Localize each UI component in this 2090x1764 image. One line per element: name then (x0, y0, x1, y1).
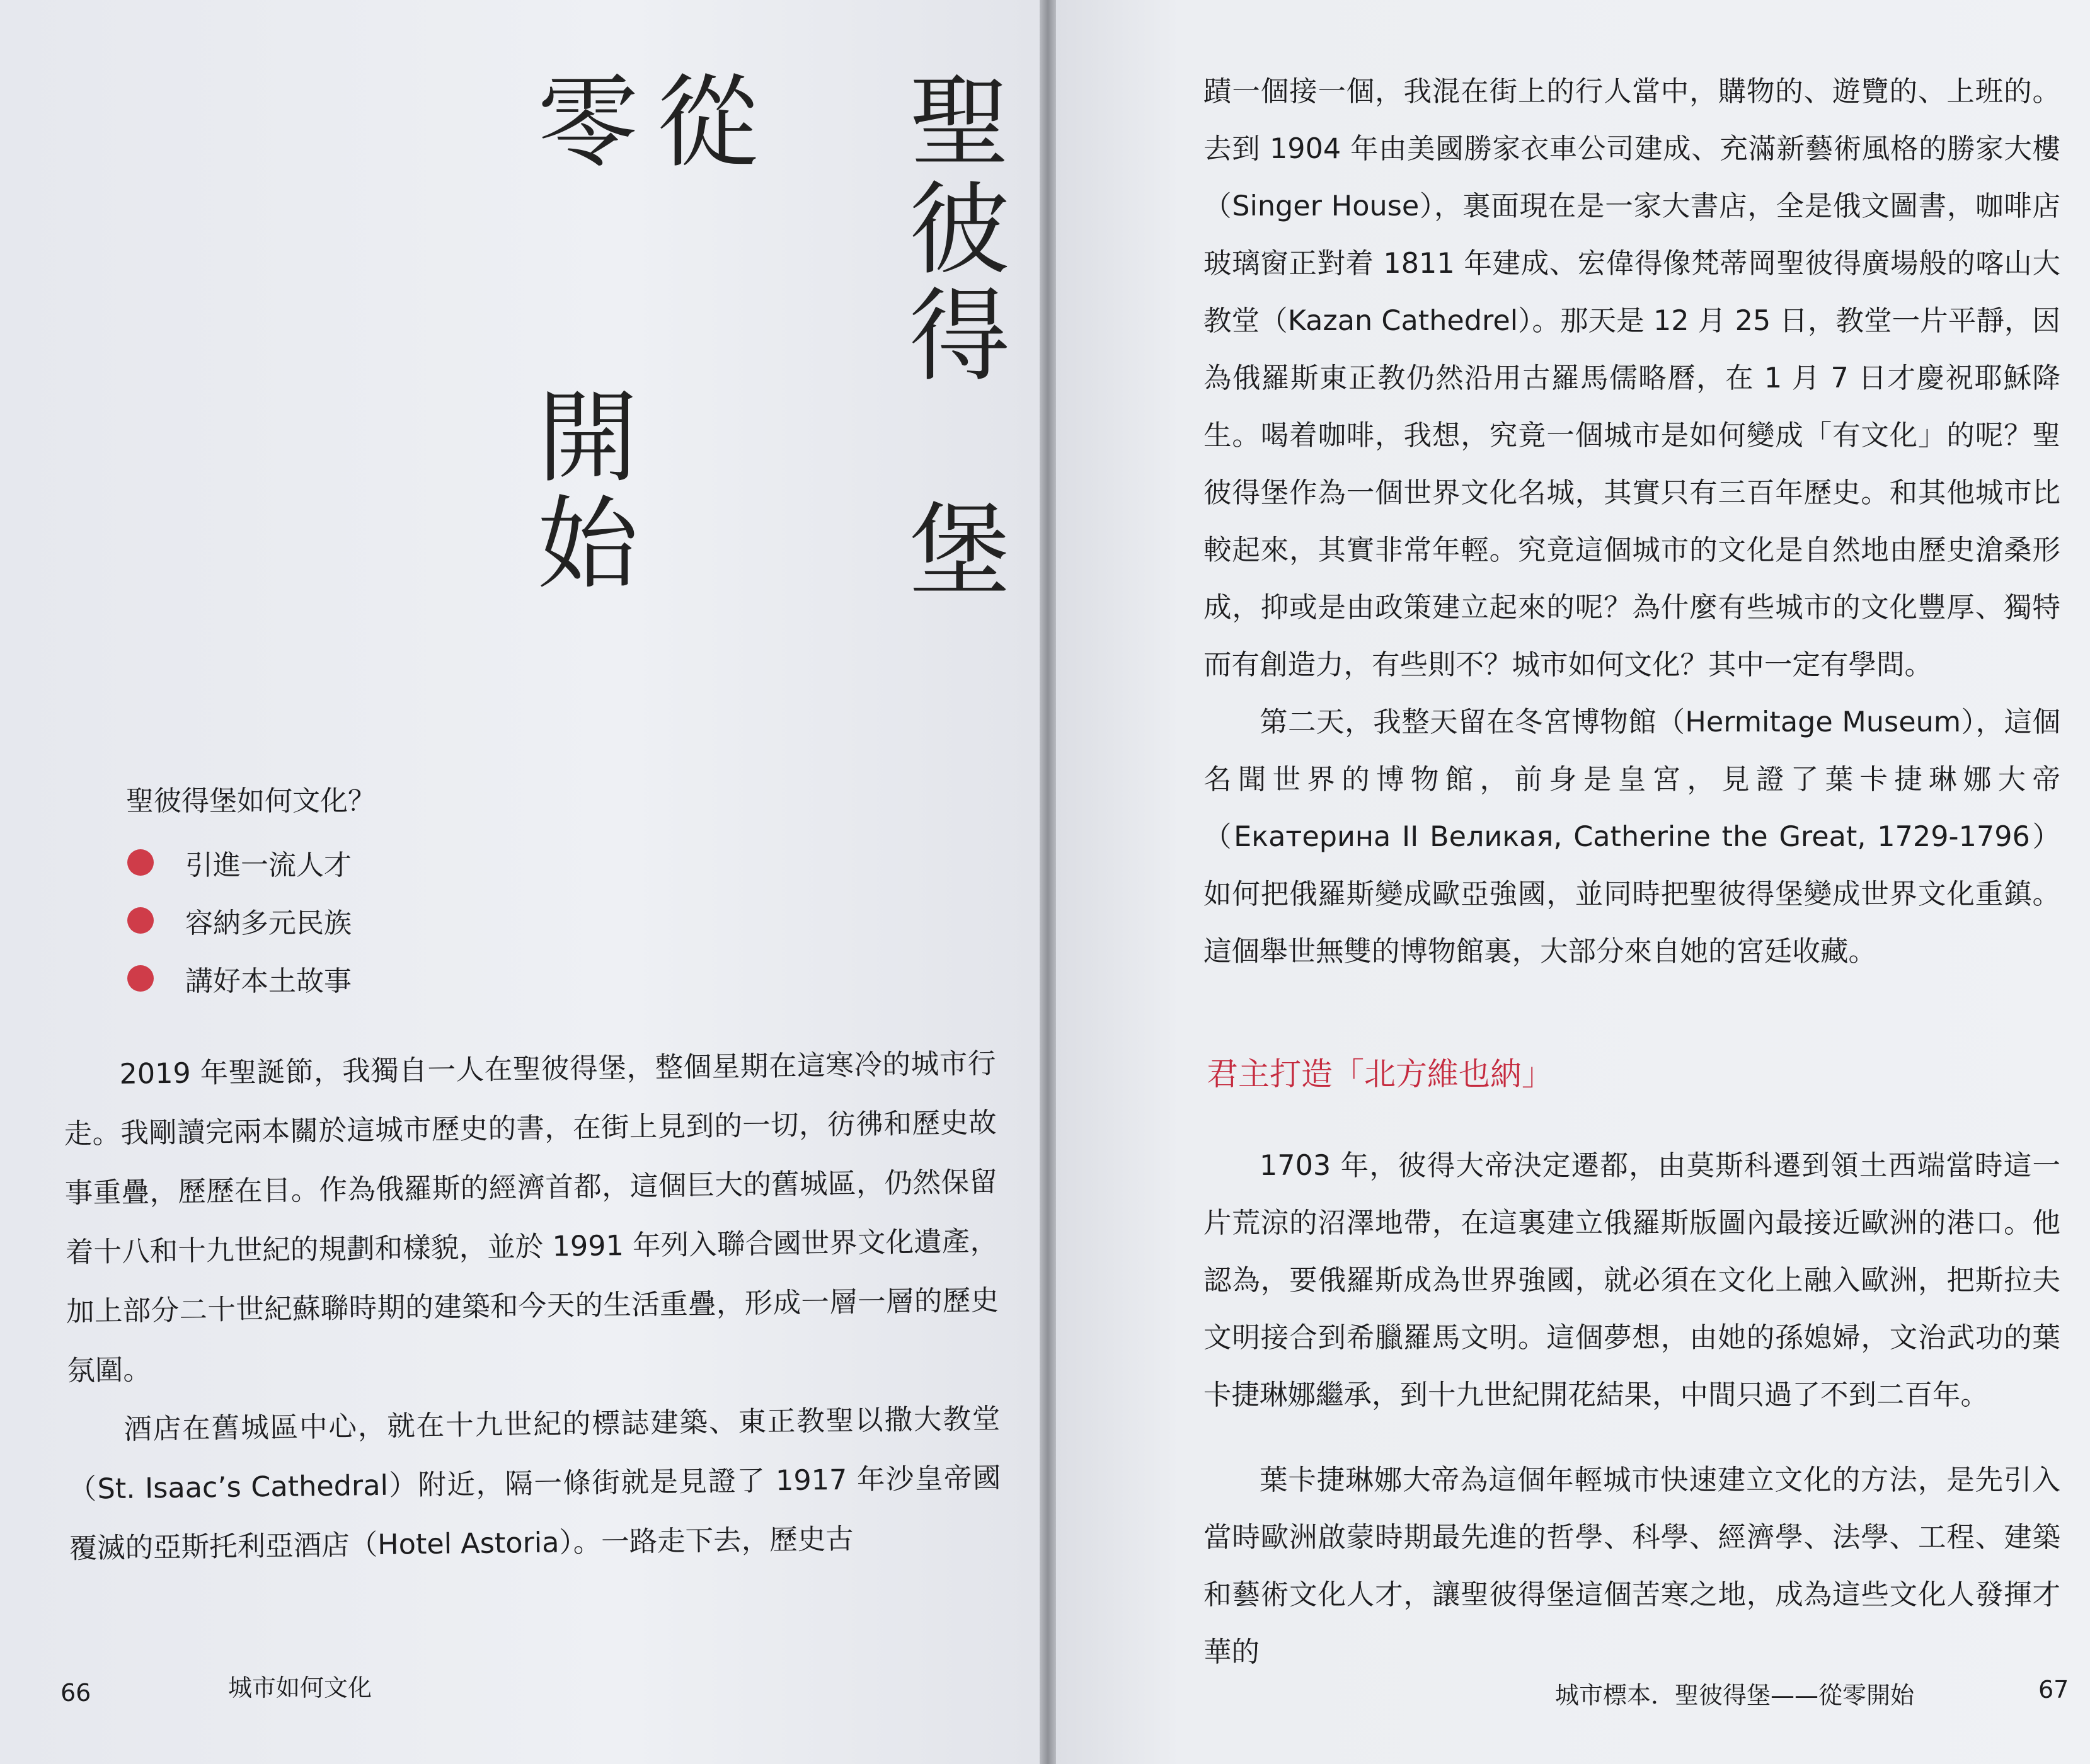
title-char: 零 (537, 64, 638, 181)
list-item (126, 833, 567, 891)
title-char: 從 (657, 64, 758, 181)
key-points-question: 聖彼得堡如何文化？ (126, 785, 376, 817)
paragraph: 葉卡捷琳娜大帝為這個年輕城市快速建立文化的方法，是先引入當時歐洲啟蒙時期最先進的哲學、科學、經濟學、法學、工程、建築和藝術文化人才，讓聖彼得堡這個苦寒之地，成為這些文化人發揮才華的 (1203, 1464, 2060, 1668)
paragraph: 酒店在舊城區中心，就在十九世紀的標誌建築、東正教聖以撒大教堂（St. Isaac’s Cathedral）附近，隔一條街就是見證了 1917 年沙皇帝國覆滅的亞斯托利亞酒店（Hotel Astoria）。一路走下去，歷史古 (68, 1402, 1001, 1565)
title-column-1 (906, 64, 1013, 609)
list-item-label: 容納多元民族 (185, 907, 352, 939)
right-body-text (1203, 63, 2060, 980)
paragraph: 第二天，我整天留在冬宮博物館（Hermitage Museum），這個名聞世界的博物館，前身是皇宮，見證了葉卡捷琳娜大帝（Екатерина II Великая, Catherine the Great, 1729-1796）如何把俄羅斯變成歐亞強國，並同時把聖彼得堡變成世界文化重鎮。這個舉世無雙的博物館裏，大部分來自她的宮廷收藏。 (1203, 706, 2060, 968)
left-body-text (63, 1034, 1002, 1579)
title-char: 始 (537, 485, 638, 604)
title-column-2 (654, 64, 761, 181)
title-char: 堡 (909, 491, 1010, 609)
title-char: 得 (909, 277, 1010, 396)
running-title-right: 城市標本．聖彼得堡——從零開始 (1555, 1681, 1915, 1709)
title-char: 聖 (909, 64, 1010, 181)
bullet-dot-icon (127, 965, 154, 992)
list-item (126, 949, 567, 1007)
paragraph: 2019 年聖誕節，我獨自一人在聖彼得堡，整個星期在這寒冷的城市行走。我剛讀完兩本關於這城市歷史的書，在街上見到的一切，彷彿和歷史故事重疊，歷歷在目。作為俄羅斯的經濟首都，這個巨大的舊城區，仍然保留着十八和十九世紀的規劃和樣貌，並於 1991 年列入聯合國世界文化遺產，加上部分二十世紀蘇聯時期的建築和今天的生活重疊，形成一層一層的歷史氛圍。 (64, 1047, 999, 1387)
list-item (126, 891, 567, 949)
left-page (0, 0, 1040, 1764)
key-points-box (126, 778, 567, 1007)
book-gutter (1040, 0, 1056, 1764)
page-number-left: 66 (60, 1679, 91, 1707)
running-title-left: 城市如何文化 (228, 1674, 372, 1702)
paragraph: 蹟一個接一個，我混在街上的行人當中，購物的、遊覽的、上班的。去到 1904 年由美國勝家衣車公司建成、充滿新藝術風格的勝家大樓（Singer House），裏面現在是一家大書店，全是俄文圖書，咖啡店玻璃窗正對着 1811 年建成、宏偉得像梵蒂岡聖彼得廣場般的喀山大教堂（Kazan Cathedrel）。那天是 12 月 25 日，教堂一片平靜，因為俄羅斯東正教仍然沿用古羅馬儒略曆，在 1 月 7 日才慶祝耶穌降生。喝着咖啡，我想，究竟一個城市是如何變成「有文化」的呢？聖彼得堡作為一個世界文化名城，其實只有三百年歷史。和其他城市比較起來，其實非常年輕。究竟這個城市的文化是自然地由歷史滄桑形成，抑或是由政策建立起來的呢？為什麼有些城市的文化豐厚、獨特而有創造力，有些則不？城市如何文化？其中一定有學問。 (1203, 76, 2060, 681)
title-char: 彼 (909, 170, 1010, 289)
paragraph: 1703 年，彼得大帝決定遷都，由莫斯科遷到領土西端當時這一片荒涼的沼澤地帶，在這裏建立俄羅斯版圖內最接近歐洲的港口。他認為，要俄羅斯成為世界強國，就必須在文化上融入歐洲，把斯拉夫文明接合到希臘羅馬文明。這個夢想，由她的孫媳婦，文治武功的葉卡捷琳娜繼承，到十九世紀開花結果，中間只過了不到二百年。 (1203, 1149, 2060, 1411)
page-number-right: 67 (2038, 1676, 2069, 1704)
section-body-text (1203, 1109, 2060, 1709)
title-char: 開 (537, 378, 638, 496)
bullet-dot-icon (127, 907, 154, 934)
title-column-3 (534, 64, 641, 604)
key-points-list (126, 833, 567, 1007)
list-item-label: 引進一流人才 (185, 849, 352, 881)
bullet-dot-icon (127, 849, 154, 876)
list-item-label: 講好本土故事 (185, 965, 352, 997)
section-heading: 君主打造「北方維也納」 (1207, 1056, 1553, 1092)
